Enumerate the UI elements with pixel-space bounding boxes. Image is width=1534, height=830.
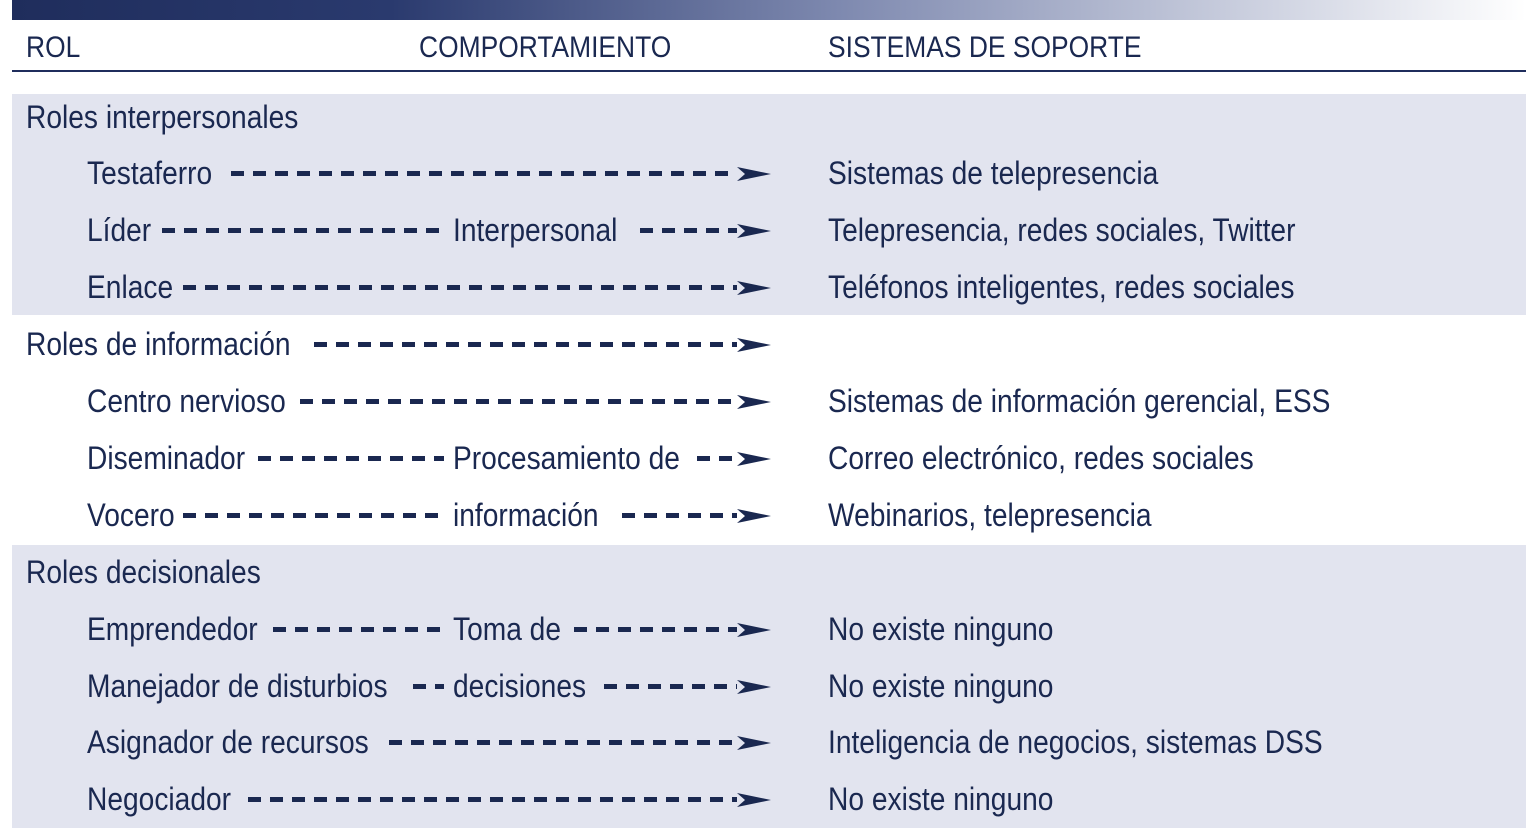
behavior-label: Procesamiento de bbox=[453, 440, 680, 476]
table-row bbox=[0, 259, 1534, 315]
arrow-right-icon bbox=[737, 334, 771, 356]
behavior-label: información bbox=[453, 497, 599, 533]
role-name: Vocero bbox=[87, 497, 175, 533]
arrow-right-icon bbox=[737, 277, 771, 299]
dashed-connector bbox=[273, 627, 444, 632]
role-name: Asignador de recursos bbox=[87, 724, 369, 760]
arrow-right-icon bbox=[737, 391, 771, 413]
table-row bbox=[0, 430, 1534, 486]
section-title-decisional: Roles decisionales bbox=[26, 554, 261, 590]
dashed-connector bbox=[314, 342, 737, 347]
table-row bbox=[0, 714, 1534, 770]
support-system: Webinarios, telepresencia bbox=[828, 497, 1152, 533]
table-row bbox=[0, 601, 1534, 657]
header-comportamiento: COMPORTAMIENTO bbox=[419, 31, 672, 64]
role-name: Manejador de disturbios bbox=[87, 668, 388, 704]
header-divider bbox=[12, 70, 1526, 72]
dashed-connector bbox=[183, 513, 444, 518]
role-name: Testaferro bbox=[87, 155, 213, 191]
arrow-right-icon bbox=[737, 163, 771, 185]
role-name: Líder bbox=[87, 212, 152, 248]
dashed-connector bbox=[574, 627, 737, 632]
dashed-connector bbox=[389, 740, 737, 745]
arrow-right-icon bbox=[737, 505, 771, 527]
dashed-connector bbox=[300, 399, 737, 404]
support-system: Correo electrónico, redes sociales bbox=[828, 440, 1254, 476]
dashed-connector bbox=[258, 456, 444, 461]
dashed-connector bbox=[640, 228, 737, 233]
arrow-right-icon bbox=[737, 676, 771, 698]
support-system: No existe ninguno bbox=[828, 668, 1054, 704]
table-row bbox=[0, 487, 1534, 543]
behavior-label: Toma de bbox=[453, 611, 562, 647]
dashed-connector bbox=[697, 456, 737, 461]
section-title-information: Roles de información bbox=[26, 326, 291, 362]
support-system: Sistemas de telepresencia bbox=[828, 155, 1159, 191]
dashed-connector bbox=[183, 285, 737, 290]
table-row bbox=[0, 202, 1534, 258]
role-name: Emprendedor bbox=[87, 611, 258, 647]
arrow-right-icon bbox=[737, 789, 771, 811]
support-system: Inteligencia de negocios, sistemas DSS bbox=[828, 724, 1323, 760]
header-rol: ROL bbox=[26, 31, 81, 64]
support-system: Telepresencia, redes sociales, Twitter bbox=[828, 212, 1296, 248]
dashed-connector bbox=[231, 171, 737, 176]
section-title-row bbox=[0, 89, 1534, 145]
dashed-connector bbox=[162, 228, 444, 233]
behavior-label: decisiones bbox=[453, 668, 587, 704]
support-system: No existe ninguno bbox=[828, 611, 1054, 647]
role-name: Centro nervioso bbox=[87, 383, 286, 419]
table-row bbox=[0, 373, 1534, 429]
arrow-right-icon bbox=[737, 448, 771, 470]
section-title-interpersonal: Roles interpersonales bbox=[26, 99, 299, 135]
table-row bbox=[0, 771, 1534, 827]
top-gradient-bar bbox=[12, 0, 1526, 20]
role-name: Negociador bbox=[87, 781, 232, 817]
dashed-connector bbox=[622, 513, 737, 518]
support-system: Sistemas de información gerencial, ESS bbox=[828, 383, 1331, 419]
arrow-right-icon bbox=[737, 732, 771, 754]
arrow-right-icon bbox=[737, 220, 771, 242]
arrow-right-icon bbox=[737, 619, 771, 641]
dashed-connector bbox=[248, 797, 737, 802]
support-system: No existe ninguno bbox=[828, 781, 1054, 817]
section-title-row bbox=[0, 316, 1534, 372]
header-sistemas-soporte: SISTEMAS DE SOPORTE bbox=[828, 31, 1142, 64]
support-system: Teléfonos inteligentes, redes sociales bbox=[828, 269, 1295, 305]
dashed-connector bbox=[413, 684, 444, 689]
table-row bbox=[0, 658, 1534, 714]
table-header bbox=[0, 26, 1534, 70]
role-name: Enlace bbox=[87, 269, 174, 305]
dashed-connector bbox=[604, 684, 737, 689]
behavior-label: Interpersonal bbox=[453, 212, 618, 248]
section-title-row bbox=[0, 544, 1534, 600]
table-row bbox=[0, 145, 1534, 201]
role-name: Diseminador bbox=[87, 440, 246, 476]
